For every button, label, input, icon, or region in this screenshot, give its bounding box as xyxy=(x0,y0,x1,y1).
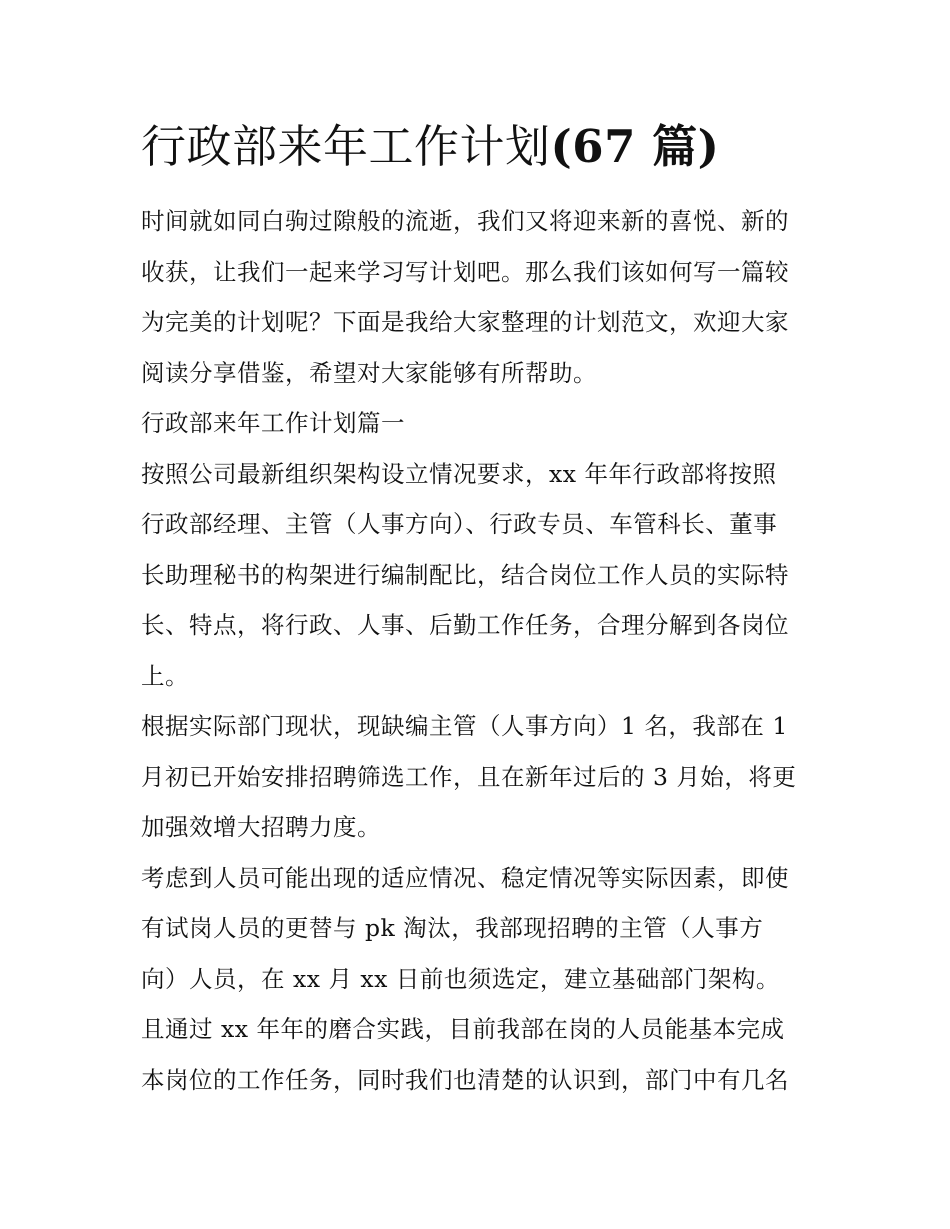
title-text: 行政部来年工作计划 xyxy=(141,120,551,173)
paragraph-line: 行政部经理、主管（人事方向）、行政专员、车管科长、董事 xyxy=(141,510,778,538)
document-body xyxy=(141,112,821,1105)
paragraph-line: 月初已开始安排招聘筛选工作，且在新年过后的 3 月始，将更 xyxy=(141,762,797,791)
paragraph-line: 有试岗人员的更替与 pk 淘汰，我部现招聘的主管（人事方 xyxy=(141,914,764,942)
body-paragraph xyxy=(141,853,821,1005)
paragraph-line: 向）人员，在 xx 月 xx 日前也须选定，建立基础部门架构。 xyxy=(141,964,780,993)
body-paragraph xyxy=(141,1004,821,1105)
paragraph-line: 考虑到人员可能出现的适应情况、稳定情况等实际因素，即使 xyxy=(141,863,789,892)
paragraph-line: 长、特点，将行政、人事、后勤工作任务，合理分解到各岗位 xyxy=(141,611,789,639)
document-title xyxy=(141,112,821,182)
paragraph-line: 根据实际部门现状，现缺编主管（人事方向）1 名，我部在 1 xyxy=(141,712,788,740)
intro-paragraph xyxy=(141,196,821,398)
paragraph-line: 为完美的计划呢？下面是我给大家整理的计划范文，欢迎大家 xyxy=(141,308,789,336)
paragraph-line: 长助理秘书的构架进行编制配比，结合岗位工作人员的实际特 xyxy=(141,560,789,589)
paragraph-line: 本岗位的工作任务，同时我们也清楚的认识到，部门中有几名 xyxy=(141,1065,789,1094)
body-paragraph xyxy=(141,701,821,853)
title-count: (67 篇) xyxy=(550,120,720,173)
paragraph-line: 上。 xyxy=(141,661,189,690)
paragraph-line: 收获，让我们一起来学习写计划吧。那么我们该如何写一篇较 xyxy=(141,257,789,286)
paragraph-line: 按照公司最新组织架构设立情况要求，xx 年年行政部将按照 xyxy=(141,459,777,488)
section-heading: 行政部来年工作计划篇一 xyxy=(141,409,405,437)
paragraph-line: 阅读分享借鉴，希望对大家能够有所帮助。 xyxy=(141,358,597,387)
paragraph-line: 时间就如同白驹过隙般的流逝，我们又将迎来新的喜悦、新的 xyxy=(141,207,789,235)
paragraph-line: 且通过 xx 年年的磨合实践，目前我部在岗的人员能基本完成 xyxy=(141,1015,785,1043)
body-paragraph xyxy=(141,449,821,702)
paragraph-line: 加强效增大招聘力度。 xyxy=(141,813,381,841)
